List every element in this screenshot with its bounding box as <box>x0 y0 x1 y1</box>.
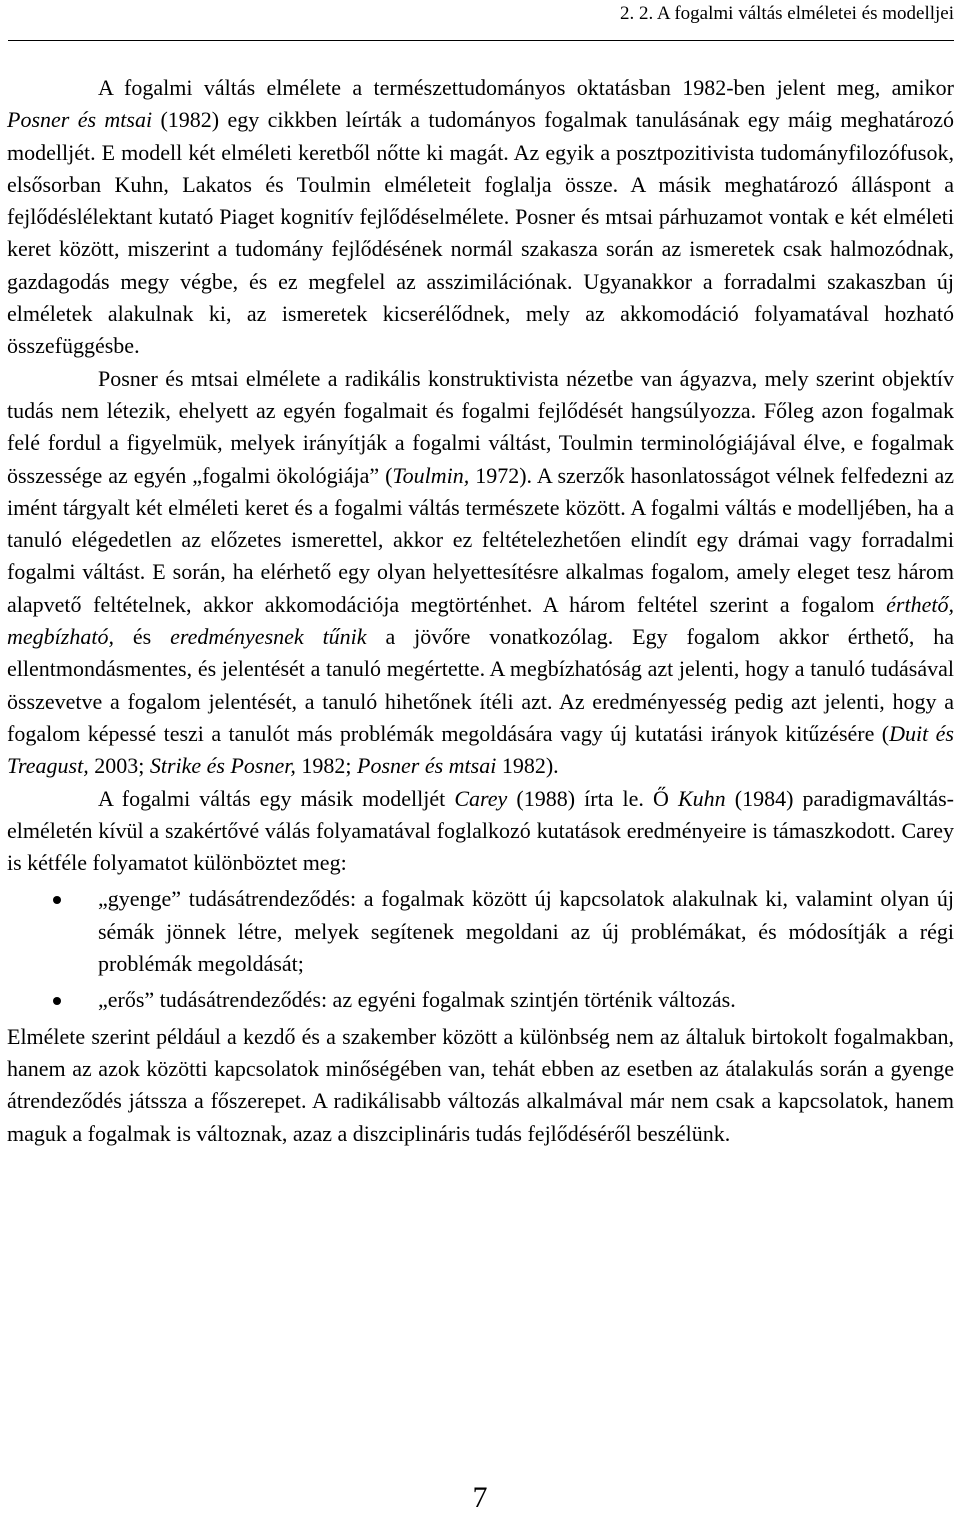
paragraph-2-text-4: a jövőre vonatkozólag. Egy fogalom akkor érthető, ha ellentmondásmentes, és jelentését a tanuló megértette. A megbízhatóság azt jelenti, hogy a tanuló tudásával összevetve a fogalom jelentését, a tanuló hihetőnek ítéli azt. Az eredményesség pedig azt jelenti, hogy a fogalom képessé teszi a tanulót más problémák megoldására vagy új kutatási irányok kitűzésére ( <box>7 624 954 746</box>
paragraph-1-text-1: A fogalmi váltás elmélete a természettudományos oktatásban 1982-ben jelent meg, amikor <box>98 75 954 100</box>
paragraph-2-term-eredmenyes: eredményesnek tűnik <box>170 624 367 650</box>
paragraph-2-text-5: 2003; <box>88 753 150 779</box>
paragraph-3-text-1: A fogalmi váltás egy másik modelljét <box>98 785 455 811</box>
header-rule <box>8 40 954 41</box>
paragraph-2-citation-posner: Posner és mtsai <box>357 753 497 779</box>
list-item-text: „gyenge” tudásátrendeződés: a fogalmak között új kapcsolatok alakulnak ki, valamint olyan új sémák jönnek létre, melyek segítenek megoldani az új problémákat, és módosítják a régi problémák megoldását; <box>98 886 954 977</box>
bullet-list <box>7 883 954 1016</box>
list-item <box>7 984 954 1016</box>
paragraph-2 <box>7 363 954 783</box>
paragraph-2-citation-toulmin: Toulmin, <box>392 462 470 488</box>
paragraph-4 <box>7 1021 954 1150</box>
paragraph-3-text-3: (1984) paradigmaváltás-elméletén kívül a szakértővé válás folyamatával foglalkozó kutatások eredményeire is támaszkodott. Carey is kétféle folyamatot különböztet meg: <box>7 785 955 876</box>
paragraph-2-text-6: 1982; <box>295 753 357 779</box>
bullet-icon <box>53 997 61 1005</box>
paragraph-2-text-7: 1982). <box>496 753 559 779</box>
bullet-icon <box>53 896 61 904</box>
paragraph-3-citation-kuhn: Kuhn <box>678 785 726 811</box>
page-body <box>7 72 954 1150</box>
page-number: 7 <box>472 1481 488 1514</box>
paragraph-2-text-2: 1972). A szerzők hasonlatosságot vélnek felfedezni az imént tárgyalt két elméleti keret és a fogalmi váltás természete között. A fogalmi váltás e modelljében, ha a tanuló elégedetlen az előzetes ismerettel, akkor ez feltételezhetően elindít egy drámai vagy forradalmi fogalmi váltást. E során, ha elérhető egy olyan helyettesítésre alkalmas fogalom, amely eleget tesz három alapvető feltételnek, akkor akkomodációja megtörténhet. A három feltétel szerint a fogalom <box>7 462 955 617</box>
paragraph-1 <box>7 72 954 363</box>
paragraph-3-citation-carey: Carey <box>454 785 508 811</box>
list-item <box>7 883 954 980</box>
paragraph-1-citation-authors: Posner és mtsai <box>7 107 153 133</box>
list-item-text: „erős” tudásátrendeződés: az egyéni fogalmak szintjén történik változás. <box>98 987 736 1013</box>
paragraph-2-text-3: és <box>113 624 171 650</box>
paragraph-3-text-2: (1988) írta le. Ő <box>507 785 678 811</box>
paragraph-4-text-1: Elmélete szerint például a kezdő és a szakember között a különbség nem az általuk birtokolt fogalmakban, hanem az azok közötti kapcsolatok minőségében van, tehát ebben az esetben az átalakulás során a gyenge átrendeződés játssza a főszerepet. A radikálisabb változás alkalmával már nem csak a kapcsolatok, hanem maguk a fogalmak is változnak, azaz a diszciplináris tudás fejlődéséről beszélünk. <box>7 1023 954 1146</box>
paragraph-2-term-ertheto: érthető, megbízható, <box>7 591 954 650</box>
running-header: 2. 2. A fogalmi váltás elméletei és modelljei <box>619 3 954 24</box>
paragraph-2-text-1: Posner és mtsai elmélete a radikális konstruktivista nézetbe van ágyazva, mely szerint objektív tudás nem létezik, ehelyett az egyén fogalmait és fogalmi fejlődését hangsúlyozza. Főleg azon fogalmak felé fordul a figyelmük, melyek irányítják a fogalmi váltást, Toulmin terminológiájával élve, e fogalmak összessége az egyén „fogalmi ökológiája” ( <box>7 365 954 488</box>
paragraph-1-text-2: (1982) egy cikkben leírták a tudományos fogalmak tanulásának egy máig meghatározó modelljét. E modell két elméleti keretből nőtte ki magát. Az egyik a posztpozitivista tudományfilozófusok, elsősorban Kuhn, Lakatos és Toulmin elméleteit foglalja össze. A másik meghatározó álláspont a fejlődéslélektant kutató Piaget kognitív fejlődéselmélete. Posner és mtsai párhuzamot vontak e két elméleti keret között, miszerint a tudomány fejlődésének normál szakasza során az ismeretek csak halmozódnak, gazdagodás megy végbe, és ez megfelel az asszimilációnak. Ugyanakkor a forradalmi szakaszban új elméletek alakulnak ki, az ismeretek kicserélődnek, mely az akkomodáció folyamatával hozható összefüggésbe. <box>7 107 955 359</box>
paragraph-2-citation-duit: Duit és Treagust, <box>7 720 954 779</box>
paragraph-2-citation-strike: Strike és Posner, <box>149 753 296 779</box>
paragraph-3 <box>7 783 954 880</box>
